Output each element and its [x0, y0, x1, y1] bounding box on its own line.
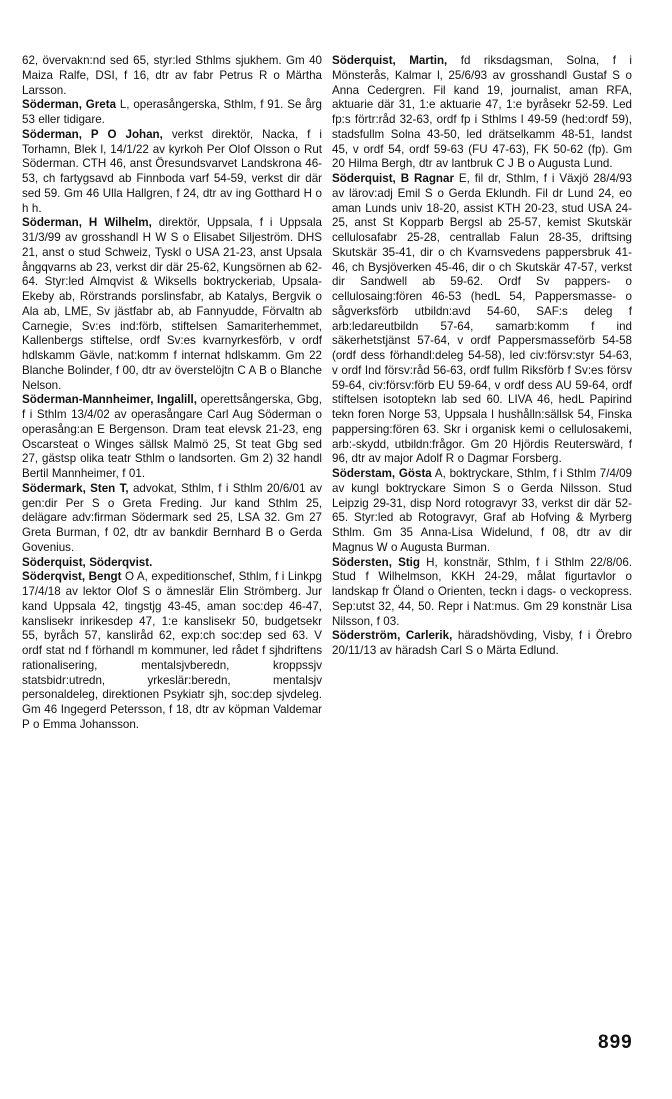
entry-text: O A, expeditionschef, Sthlm, f i Linkpg 17/4/18 av lektor Olof S o ämneslär Elin Strömberg. Jur kand Uppsala 42, tingstjg 43-45, aman soc:dep 46-47, kanslisekr inrikesdep 47, 1:e kanslisekr 50, budgetsekr 55, byråch 57, kansliråd 62, exp:ch soc:dep sed 63. V ordf stat nd f förhandl m kommuner, led rådet f sjhdriftens rationalisering, mentalsjvberedn, kroppssjv statsbidr:utredn, yrkeslär:beredn, mentalsjv personaldeleg, direktionen Psykiatr sjh, soc:dep sjvdeleg. Gm 46 Ingegerd Petersson, f 18, dtr av köpman Valdemar P o Emma Johansson.: [22, 570, 323, 731]
entry-name: Söderquist, Söderqvist.: [22, 555, 153, 569]
entry-text: verkst direktör, Nacka, f i Torhamn, Blek l, 14/1/22 av kyrkoh Per Olof Olsson o Rut Söderman. CTH 46, anst Öresundsvarvet Landskrona 46-53, ch fartygsavd ab Finnboda varf 54-59, verkst dir där sed 59. Gm 46 Ulla Hallgren, f 24, dtr av ing Gotthard H o h h.: [22, 127, 322, 215]
entry-name: Söderman, P O Johan,: [22, 127, 163, 141]
entry-name: Söderman, H Wilhelm,: [22, 216, 152, 230]
entry-name: Södermark, Sten T,: [22, 481, 129, 495]
entry-text: advokat, Sthlm, f i Sthlm 20/6/01 av gen:dir Per S o Greta Freding. Jur kand Sthlm 25, delägare adv:firman Södermark sed 25, LSA 32. Gm 27 Greta Burman, f 02, dtr av bankdir Bernhard B o Gerda Govenius.: [22, 481, 322, 554]
entry-name: Södersten, Stig: [332, 555, 420, 569]
entry: [332, 54, 632, 172]
entry: [22, 216, 322, 393]
entry: [22, 482, 322, 556]
entry-name: Söderqvist, Bengt: [22, 570, 122, 584]
entry-name: Söderstam, Gösta: [332, 467, 432, 480]
right-column: [332, 54, 632, 659]
entry-text: L, operasångerska, Sthlm, f 91. Se årg 53 eller tidigare.: [22, 98, 322, 126]
entry: [22, 393, 322, 482]
entry-text: 62, övervakn:nd sed 65, styr:led Sthlms sjukhem. Gm 40 Maiza Ralfe, DSI, f 16, dtr av fabr Petrus R o Märtha Larsson.: [22, 54, 322, 97]
entry-text: A, boktryckare, Sthlm, f i Sthlm 7/4/09 av kungl boktryckare Simon S o Gerda Nilsson. Stud Leipzig 29-31, disp Nord rotogravyr 33, verkst dir där 52-65. Styr:led ab Rotogravyr, Graf ab Hofving & Myrberg Sthlm. Gm 35 Anna-Lisa Widelund, f 08, dtr av dir Magnus W o Augusta Burman.: [332, 467, 633, 554]
entry: [332, 556, 632, 630]
entry-name: Söderman-Mannheimer, Ingalill,: [22, 393, 197, 407]
entry: [22, 128, 322, 217]
entry: [22, 556, 322, 571]
entry-name: Söderquist, B Ragnar: [332, 172, 454, 185]
entry: [22, 570, 322, 732]
entry: [332, 172, 632, 467]
entry-text: fd riksdagsman, Solna, f i Mönsterås, Kalmar l, 25/6/93 av grosshandl Gustaf S o Anna Cedergren. Fil kand 19, journalist, aman RFA, aktuarie där 31, 1:e aktuarie 47, 1:e byråsekr 52-59. Led fp:s förtr:råd 32-63, ordf fp i Sthlms l 49-59 (hed:ordf 59), stadsfullm Solna 43-50, led drätselkamm 48-51, landst 45, v ordf 54, ordf 59-63 (FU 47-63), FK 50-62 (fp). Gm 20 Hilma Bergh, dtr av lantbruk C J B o Augusta Lund.: [332, 54, 632, 171]
entry-text: häradshövding, Visby, f i Örebro 20/11/13 av häradsh Carl S o Märta Edlund.: [332, 629, 632, 657]
entry-text: operettsångerska, Gbg, f i Sthlm 13/4/02 av operasångare Carl Aug Söderman o operasång:an E Bergenson. Dram teat elevsk 21-23, eng Oscarsteat o Winges sällsk Malmö 25, St teat Gbg sed 27, gästsp olika teatr Sthlm o landsorten. Gm 2) 32 handl Bertil Mannheimer, f 01.: [22, 393, 322, 480]
entry: [22, 98, 322, 128]
entry-text: direktör, Uppsala, f i Uppsala 31/3/99 av grosshandl H W S o Elisabet Siljeström. DHS 21, anst o stud Schweiz, Tyskl o USA 21-23, anst Upsala ångqvarns ab 23, verkst dir där 25-62, Kungsörnen ab 62-64. Styr:led Almqvist & Wiksells boktryckeriab, Upsala-Ekeby ab, Rörstrands porslinsfabr, ab Katalys, Bergvik o Ala ab, LME, Sv jästfabr ab, ab Fannyudde, Förvaltn ab Carnegie, Sv:es ind:förb, stiftelsen Samariterhemmet, Kallenbergs stiftelse, ordf Sv:es kvarnyrkesförb, v ordf hdlskamm Gävle, nat:komm f internat hdlskamm. Gm 22 Blanche Bolinder, f 00, dtr av överstelöjtn C A B o Blanche Nelson.: [22, 216, 323, 392]
page-number: 899: [598, 1032, 633, 1053]
entry-name: Söderman, Greta: [22, 98, 117, 112]
entry: [332, 629, 632, 659]
entry-name: Söderquist, Martin,: [332, 54, 448, 67]
left-column: [22, 54, 322, 733]
entry: [332, 467, 632, 556]
entry-text: H, konstnär, Sthlm, f i Sthlm 22/8/06. Stud f Wilhelmson, KKH 24-29, målat figurtavlor o landskap fr Öland o Orienten, teckn i dags- o veckopress. Sep:utst 32, 44, 50. Repr i Nat:mus. Gm 29 konstnär Lisa Nilsson, f 03.: [332, 555, 632, 628]
entry: [22, 54, 322, 98]
entry-text: E, fil dr, Sthlm, f i Växjö 28/4/93 av lärov:adj Emil S o Gerda Eklundh. Fil dr Lund 24, eo aman Lunds univ 18-20, assist KTH 20-23, stud USA 24-25, anst St Kopparb Bergsl ab 25-57, kemist Skutskär cellulosafabr 25-28, centrallab Falun 28-35, driftsing Skutskär 35-41, dir o ch Kvarnsvedens pappersbruk 41-46, ch Bysjöverken 45-46, dir o ch Skutskär 47-57, verkst dir Sandwell ab 59-62. Ordf Sv pappers- o cellulosaing:fören 46-53 (hedL 54, Pappersmasse- o sågverksförb utbildn:avd 54-60, SAF:s deleg f arb:ledareutbildn 57-64, samarb:komm f ind säkerhetstjänst 57-64, v ordf Pappersmasseförb 54-58 (ordf dess förhandl:deleg 54-58), led civ:försv:styr 54-63, v ordf Ind försv:råd 56-63, ordf fullm Riksförb f Sv:es försv 59-64, civ:försv:förb EU 59-64, v ordf dess AU 59-64, ordf stiftelsen isotoptekn lab sed 60. LIVA 46, hedL Papirind tekn foren Norge 53, Uppsala l hushålln:sällsk 54, Finska pappersing:fören 63. Skr i organisk kemi o cellulosakemi, arb:-skydd, utbildn:frågor. Gm 20 Hjördis Reuterswärd, f 96, dtr av major Adolf R o Dagmar Forsberg.: [332, 172, 633, 466]
entry-name: Söderström, Carlerik,: [332, 629, 453, 643]
